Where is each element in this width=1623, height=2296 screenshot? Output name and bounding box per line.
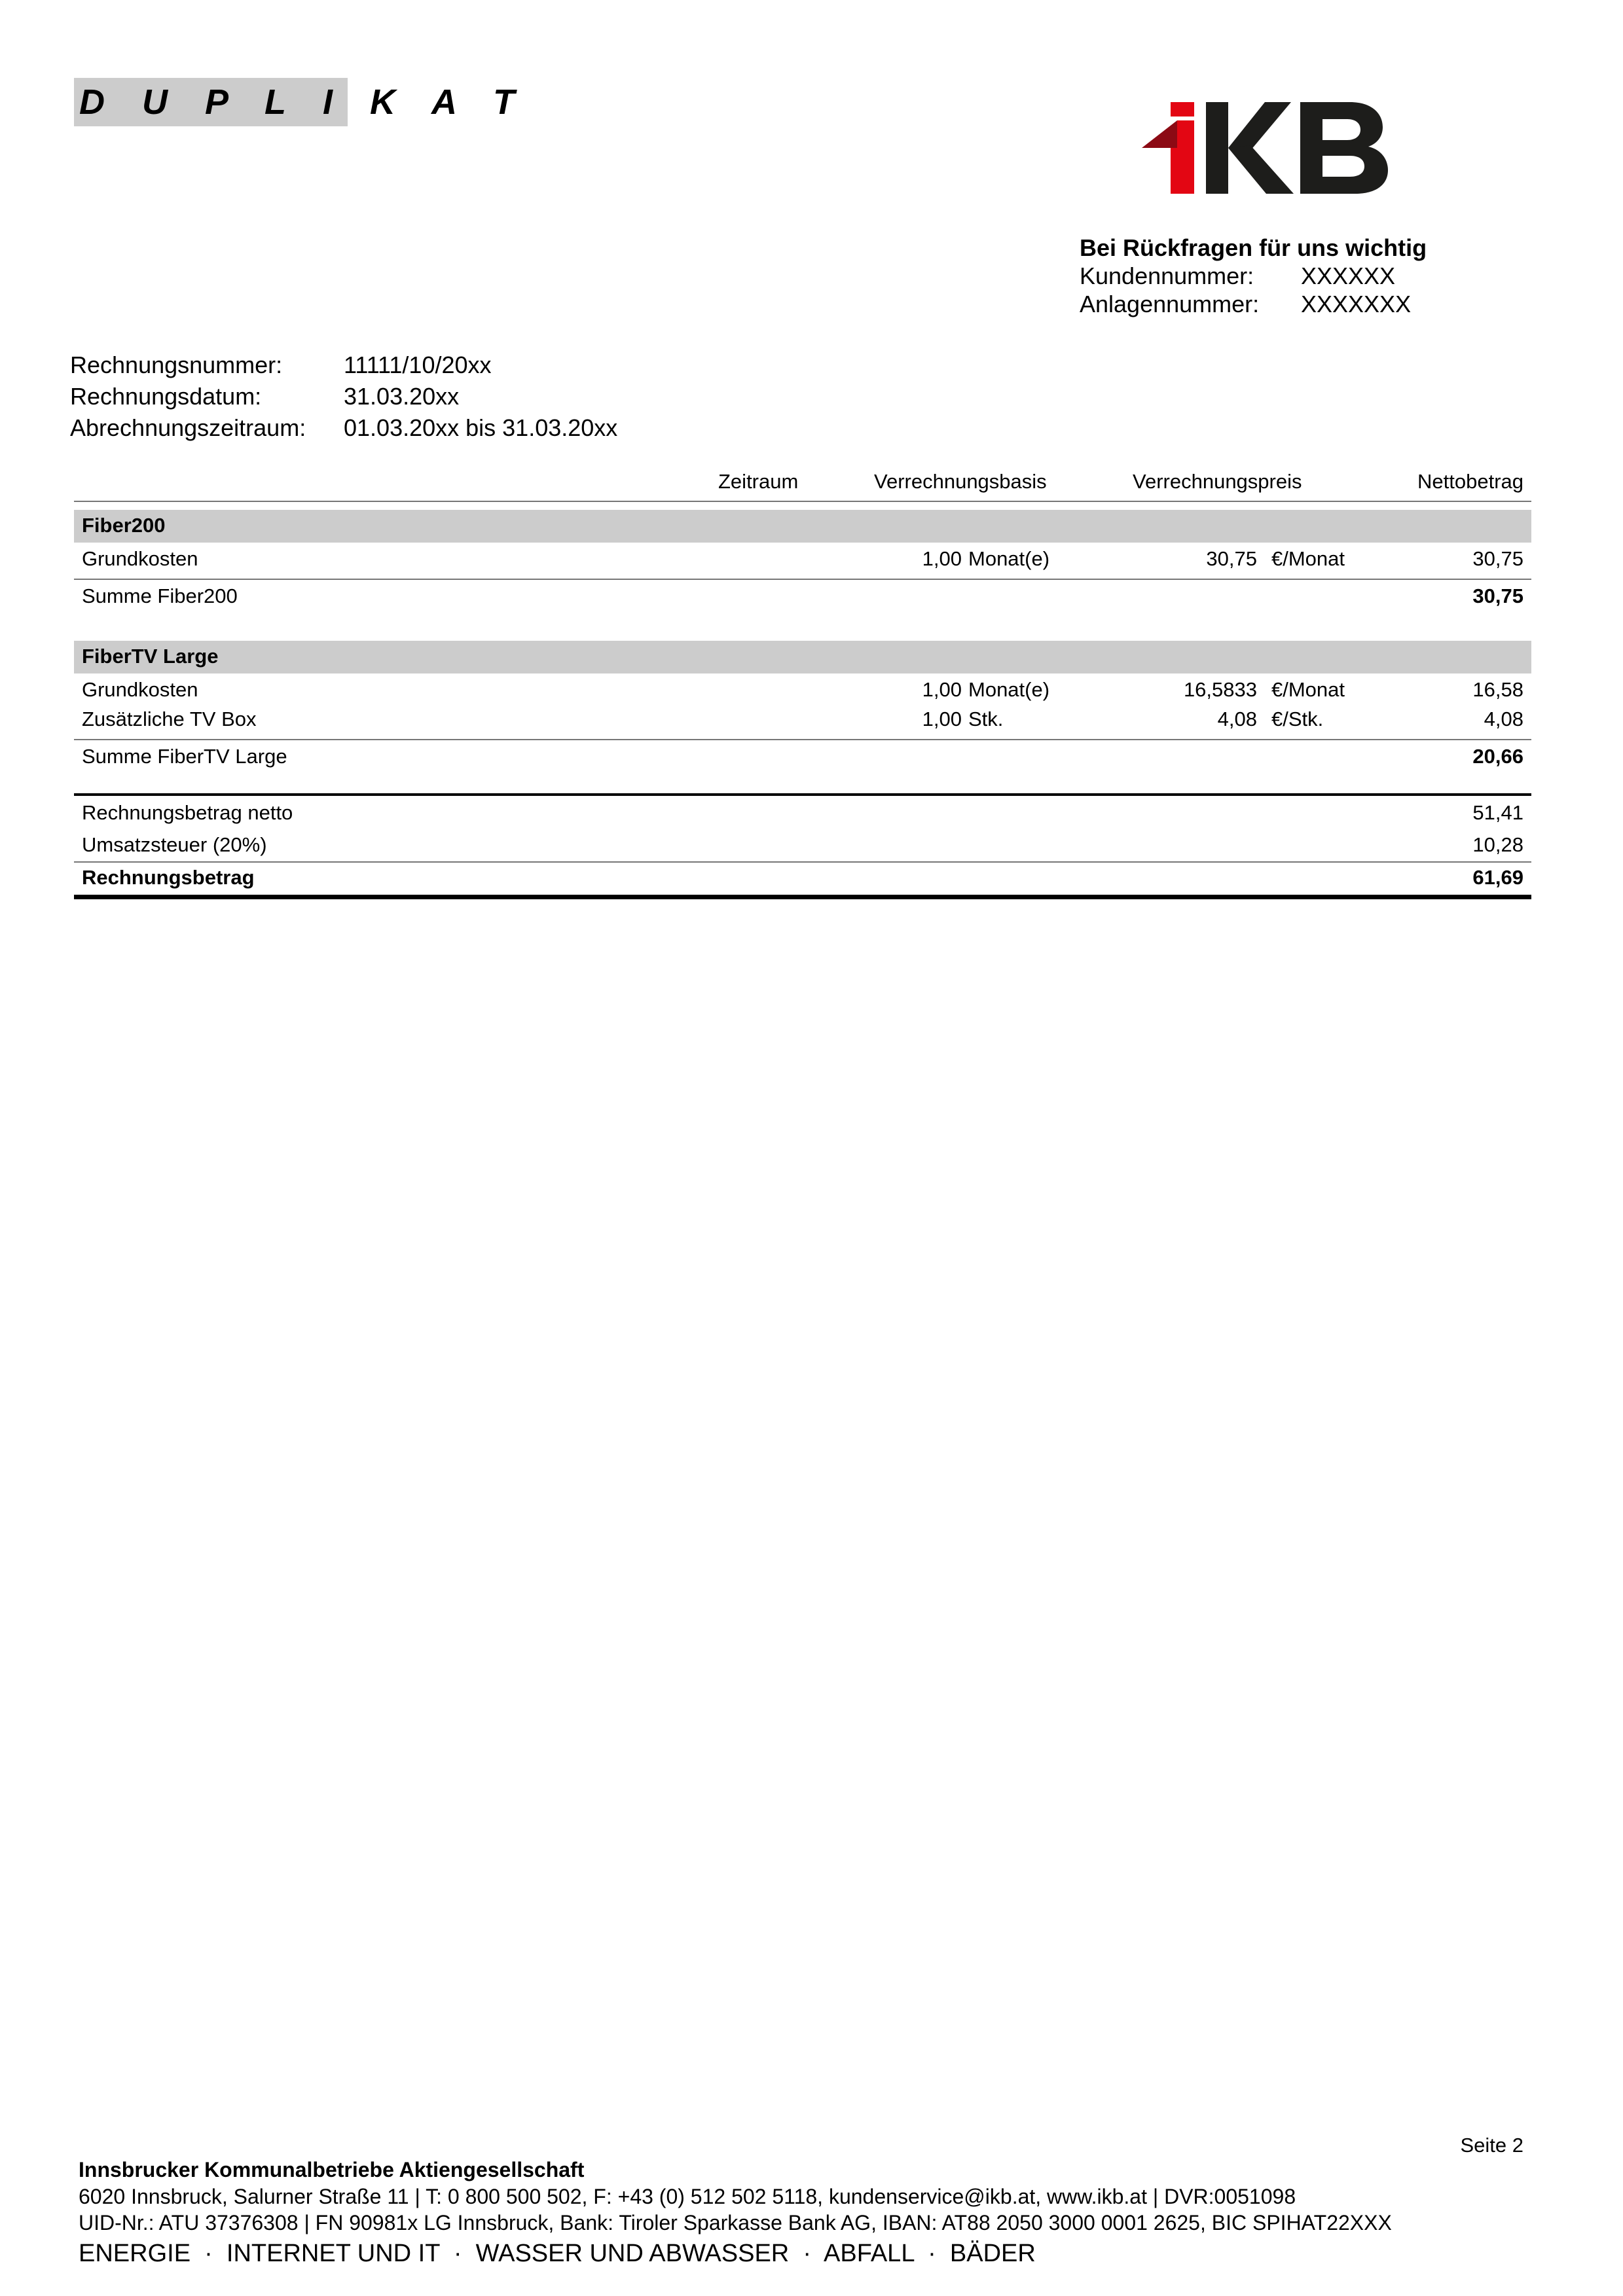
- row-unit: Stk.: [968, 708, 1004, 730]
- duplicate-stamp: [74, 78, 529, 126]
- row-unit: Monat(e): [968, 678, 1050, 701]
- sum-divider: [74, 739, 1531, 740]
- row-price: 16,5833: [1183, 678, 1257, 701]
- installation-number-value: XXXXXXX: [1301, 291, 1412, 317]
- billing-period-value: 01.03.20xx bis 31.03.20xx: [344, 414, 618, 441]
- row-unit: Monat(e): [968, 547, 1050, 570]
- row-price-unit: €/Stk.: [1271, 708, 1324, 730]
- section-band-fiber200: [74, 510, 1531, 543]
- logo-i-accent: [1142, 120, 1177, 148]
- totals-top-rule: [74, 793, 1531, 796]
- row-amount: 16,58: [1472, 678, 1523, 701]
- row-amount: 30,75: [1472, 547, 1523, 570]
- footer-address: 6020 Innsbruck, Salurner Straße 11 | T: 0 800 500 502, F: +43 (0) 512 502 5118, kundenservice@ikb.at, www.ikb.at | DVR:0051098: [79, 2185, 1296, 2208]
- row-quantity: 1,00: [922, 678, 962, 701]
- section-title: Fiber200: [82, 514, 166, 537]
- footer-legal: UID-Nr.: ATU 37376308 | FN 90981x LG Innsbruck, Bank: Tiroler Sparkasse Bank AG, IBAN: AT88 2050 3000 0001 2625, BIC SPIHAT22XXX: [79, 2211, 1392, 2234]
- row-price: 30,75: [1206, 547, 1257, 570]
- row-amount: 4,08: [1484, 708, 1523, 730]
- customer-number-value: XXXXXX: [1301, 262, 1396, 289]
- row-label: Grundkosten: [82, 547, 198, 570]
- billing-period-label: Abrechnungszeitraum:: [70, 414, 306, 441]
- sum-value: 20,66: [1472, 745, 1523, 768]
- row-quantity: 1,00: [922, 708, 962, 730]
- footer-company: Innsbrucker Kommunalbetriebe Aktiengesellschaft: [79, 2158, 585, 2181]
- sum-value: 30,75: [1472, 584, 1523, 607]
- invoice-number-value: 11111/10/20xx: [344, 351, 492, 378]
- section-title: FiberTV Large: [82, 645, 219, 668]
- net-total-value: 51,41: [1472, 801, 1523, 824]
- installation-number-label: Anlagennummer:: [1080, 291, 1260, 317]
- customer-number-label: Kundennummer:: [1080, 262, 1254, 289]
- sum-label: Summe Fiber200: [82, 584, 238, 607]
- vat-label: Umsatzsteuer (20%): [82, 833, 267, 856]
- invoice-total-value: 61,69: [1472, 866, 1523, 889]
- duplicate-stamp-text: D U P L I K A T: [79, 82, 529, 122]
- net-total-label: Rechnungsbetrag netto: [82, 801, 293, 824]
- row-label: Grundkosten: [82, 678, 198, 701]
- ikb-logo: [1142, 97, 1391, 198]
- header-verrechnungsbasis: Verrechnungsbasis: [874, 470, 1047, 493]
- logo-k-upper-arm: [1228, 102, 1291, 151]
- row-price-unit: €/Monat: [1271, 678, 1345, 701]
- header-verrechnungspreis: Verrechnungspreis: [1133, 470, 1302, 493]
- row-price: 4,08: [1217, 708, 1257, 730]
- invoice-date-value: 31.03.20xx: [344, 383, 460, 410]
- row-price-unit: €/Monat: [1271, 547, 1345, 570]
- invoice-date-label: Rechnungsdatum:: [70, 383, 262, 410]
- logo-b: [1300, 102, 1388, 194]
- header-nettobetrag: Nettobetrag: [1417, 470, 1523, 493]
- sum-divider: [74, 579, 1531, 580]
- section-band-fibertv-large: [74, 641, 1531, 673]
- logo-k-stem: [1206, 102, 1228, 194]
- invoice-total-label: Rechnungsbetrag: [82, 866, 255, 889]
- sum-label: Summe FiberTV Large: [82, 745, 287, 768]
- logo-i-dot: [1171, 102, 1194, 117]
- invoice-number-label: Rechnungsnummer:: [70, 351, 283, 378]
- header-zeitraum: Zeitraum: [718, 470, 799, 493]
- logo-k-lower-arm: [1228, 145, 1294, 194]
- footer-business-sectors: ENERGIE · INTERNET UND IT · WASSER UND ABWASSER · ABFALL · BÄDER: [79, 2240, 1036, 2267]
- contact-title: Bei Rückfragen für uns wichtig: [1080, 234, 1427, 261]
- page-number: Seite 2: [1460, 2134, 1523, 2157]
- row-quantity: 1,00: [922, 547, 962, 570]
- vat-value: 10,28: [1472, 833, 1523, 856]
- header-divider: [74, 501, 1531, 502]
- totals-bottom-rule: [74, 895, 1531, 899]
- row-label: Zusätzliche TV Box: [82, 708, 257, 730]
- vat-divider: [74, 861, 1531, 863]
